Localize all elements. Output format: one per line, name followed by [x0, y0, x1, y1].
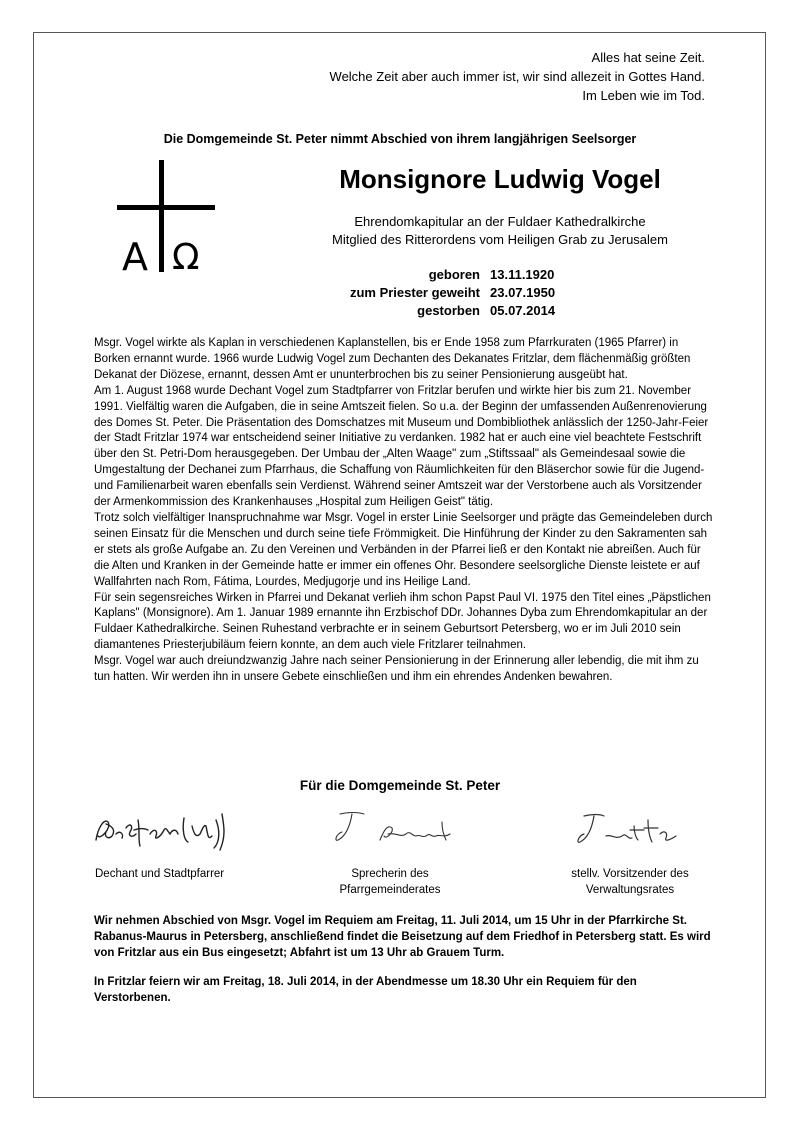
date-label: geboren	[428, 267, 480, 282]
date-row	[200, 302, 555, 320]
motto	[330, 48, 705, 105]
paragraph: Für sein segensreiches Wirken in Pfarrei und Dekanat verlieh ihm schon Papst Paul VI. 1975 den Titel eines „Päpstlichen Kaplans" (Monsignore). Am 1. Januar 1989 ernannte ihn Erzbischof DDr. Johannes Dyba zum Ehrendomkapitular an der Fuldaer Kathedralkirche. Seinen Ruhestand verbrachte er in seinem Geburtsort Petersberg, wo er im Juli 2010 sein diamantenes Priesterjubiläum feiern konnte, an dem auch viele Fritzlarer teilnahmen.	[94, 591, 711, 652]
signature-role-vice-chair	[544, 866, 716, 898]
role-line: Pfarrgemeinderates	[339, 884, 441, 896]
date-row	[200, 266, 555, 284]
cross-alpha-omega-icon	[112, 160, 222, 280]
signature-vice-chair	[572, 800, 702, 860]
date-label: gestorben	[417, 303, 480, 318]
requiem-petersberg: Wir nehmen Abschied von Msgr. Vogel im Requiem am Freitag, 11. Juli 2014, um 15 Uhr in der Pfarrkirche St. Rabanus-Maurus in Petersberg, anschließend findet die Beisetzung auf dem Friedhof in Petersberg statt. Es wird von Fritzlar aus ein Bus eingesetzt; Abfahrt ist um 13 Uhr ab Grauem Turm.	[94, 915, 711, 959]
role-line: Verwaltungsrates	[585, 884, 675, 896]
alpha-letter: A	[122, 235, 148, 279]
date-value: 13.11.1920	[490, 267, 555, 282]
requiem-fritzlar: In Fritzlar feiern wir am Freitag, 18. Juli 2014, in der Abendmesse um 18.30 Uhr ein Requiem für den Verstorbenen.	[94, 976, 637, 1004]
role-line: Dechant und Stadtpfarrer	[95, 868, 225, 880]
intro-line: Die Domgemeinde St. Peter nimmt Abschied von ihrem langjährigen Seelsorger	[163, 132, 637, 146]
signature-speaker	[330, 800, 470, 860]
signature-role-speaker	[320, 866, 460, 898]
life-dates	[200, 266, 555, 320]
role-line: Sprecherin des	[351, 868, 429, 880]
motto-line: Welche Zeit aber auch immer ist, wir sind allezeit in Gottes Hand.	[329, 69, 705, 84]
date-row	[200, 284, 555, 302]
paragraph: Trotz solch vielfältiger Inanspruchnahme war Msgr. Vogel in erster Linie Seelsorger und prägte das Gemeindeleben durch seinen Einsatz für die Menschen und durch seine tiefe Frömmigkeit. Die Hinführung der Kinder zu den Sakramenten sah er stets als große Aufgabe an. Zu den Vereinen und Verbänden in der Pfarrei ließ er den Kontakt nie abreißen. Auch für die Alten und Kranken in der Gemeinde hatte er immer ein offenes Ohr. Besondere seelsorgliche Dienste leistete er auf Wallfahrten nach Rom, Fátima, Lourdes, Medjugorje und ins Heilige Land.	[94, 511, 713, 588]
honorary-titles	[280, 213, 720, 249]
paragraph: Am 1. August 1968 wurde Dechant Vogel zum Stadtpfarrer von Fritzlar berufen und wirkte hier bis zum 21. November 1991. Vielfältig waren die Aufgaben, die in seine Amtszeit fielen. So u.a. der Beginn der umfassenden Außenrenovierung des Domes St. Peter. Die Präsentation des Domschatzes mit Museum und Dombibliothek anlässlich der 1250-Jahr-Feier der Stadt Fritzlar 1974 war entscheidend seiner Initiative zu verdanken. 1982 hat er auch eine viel beachtete Festschrift über den St. Petri-Dom herausgegeben. Der Umbau der „Alten Waage" zum „Stiftssaal" als Gemeindesaal sowie die Umgestaltung der Dechanei zum Pfarrhaus, die Schaffung von Räumlichkeiten für den Bläserchor sowie für die Jugend- und Familienarbeit waren ebenfalls sein Verdienst. Während seiner Amtszeit war der Verstorbene auch als Vorsitzender der Armenkommission des Krankenhauses „Hospital zum Heiligen Geist" tätig.	[94, 384, 709, 509]
date-value: 23.07.1950	[490, 285, 556, 300]
signature-dechant	[92, 800, 232, 860]
funeral-info	[94, 913, 716, 1019]
obituary-text	[94, 336, 716, 686]
paragraph: Msgr. Vogel wirkte als Kaplan in verschiedenen Kaplanstellen, bis er Ende 1958 zum Pfarrkuraten (1965 Pfarrer) in Borken ernannt wurde. 1966 wurde Ludwig Vogel zum Dechanten des Dekanates Fritzlar, dem flächenmäßig größten Dekanat der Diözese, ernannt, dessen Amt er ununterbrochen bis zu seiner Pensionierung ausgeübt hat.	[94, 337, 691, 381]
role-line: stellv. Vorsitzender des	[571, 868, 689, 880]
for-parish-heading: Für die Domgemeinde St. Peter	[299, 778, 501, 793]
paragraph: Msgr. Vogel war auch dreiundzwanzig Jahre nach seiner Pensionierung in der Erinnerung aller lebendig, die mit ihm zu tun hatten. Wir werden ihn in unsere Gebete einschließen und ihm ein ehrendes Andenken bewahren.	[94, 655, 699, 684]
date-value: 05.07.2014	[490, 303, 556, 318]
signature-role-dechant	[95, 866, 224, 882]
omega-letter: Ω	[172, 237, 200, 278]
title-line: Mitglied des Ritterordens vom Heiligen Grab zu Jerusalem	[332, 232, 668, 247]
date-label: zum Priester geweiht	[349, 285, 480, 300]
deceased-name: Monsignore Ludwig Vogel	[339, 164, 661, 194]
motto-line: Alles hat seine Zeit.	[591, 50, 705, 65]
title-line: Ehrendomkapitular an der Fuldaer Kathedralkirche	[354, 214, 646, 229]
motto-line: Im Leben wie im Tod.	[582, 88, 705, 103]
